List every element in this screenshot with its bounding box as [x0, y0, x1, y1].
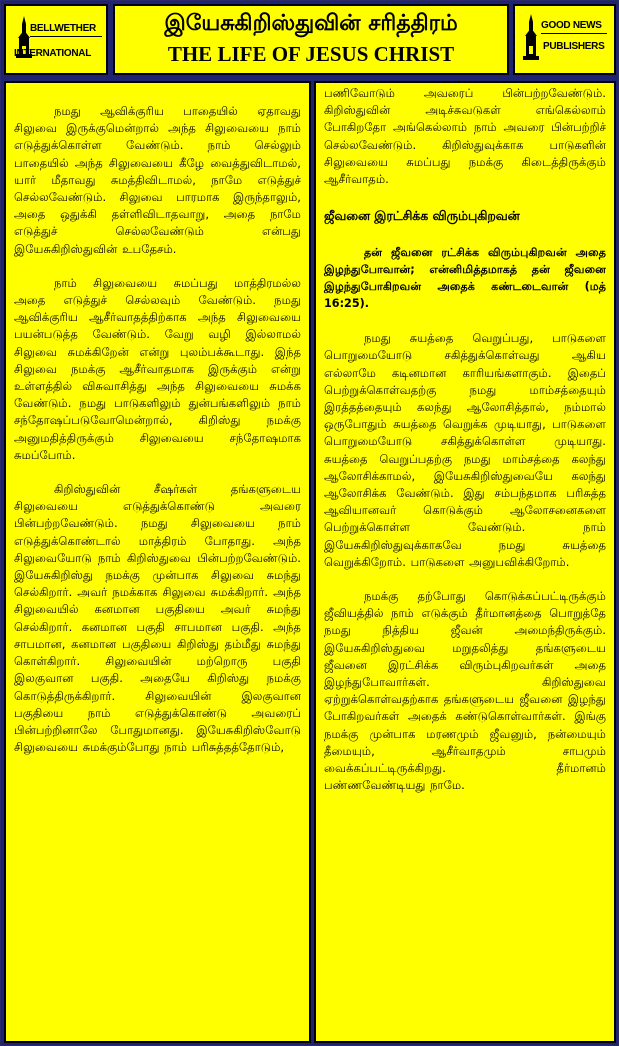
logo-right-rule [541, 33, 607, 34]
logo-left-rule [30, 36, 102, 37]
title-english: THE LIFE OF JESUS CHRIST [167, 42, 455, 66]
scripture-quote: தன் ஜீவனை ரட்சிக்க விரும்புகிறவன் அதை இழந்துபோவான்; என்னிமித்தமாகத் தன் ஜீவனை இழந்துபோகிறவன் அதைக் கண்டடைவான் (மத் 16:25). [324, 246, 606, 311]
title-tamil: இயேசுகிறிஸ்துவின் சரித்திரம் [164, 11, 458, 36]
logo-left-line1: BELLWETHER [30, 23, 96, 34]
bellwether-logo [4, 4, 108, 75]
title-banner [113, 4, 509, 75]
logo-right-line1: GOOD NEWS [541, 20, 602, 31]
left-paragraph-2: நாம் சிலுவையை சுமப்பது மாத்திரமல்ல அதை எடுத்துச் செல்லவும் வேண்டும். நமது ஆவிக்குரிய ஆசீர்வாதத்திற்காக அந்த சிலுவையை பயன்படுத்த வேண்டும். வேறு வழி இல்லாமல் சிலுவை சுமக்கிறேன் என்று புலம்பக்கூடாது. இந்த சிலுவை நமக்கு ஆசீர்வாதமாக இருக்கும் என்று உள்ளத்தில் விசுவாசித்து அந்த சிலுவையை சுமக்க வேண்டும். நமது பாடுகளிலும் துன்பங்களிலும் நாம் சந்தோஷப்படுவோமென்றால், கிறிஸ்து நமக்கு அனுமதித்திருக்கும் சிலுவையை சந்தோஷமாக சுமப்போம். [14, 275, 301, 462]
logo-right-line2: PUBLISHERS [543, 41, 605, 52]
left-paragraph-3: கிறிஸ்துவின் சீஷர்கள் தங்களுடைய சிலுவையை எடுத்துக்கொண்டு அவரை பின்பற்றவேண்டும். நமது சிலுவையை நாம் எடுத்துக்கொண்டால் மாத்திரம் போதாது. அந்த சிலுவையோடு நாம் கிறிஸ்துவை பின்பற்றவேண்டும். இயேசுகிறிஸ்து நமக்கு முன்பாக சிலுவை சுமந்து செல்கிறார். அவர் நமக்காக சிலுவை சுமக்கிறார். அந்த சிலுவையில் கனமான பகுதியை அவர் சுமந்து செல்கிறார். கனமான பகுதி சாபமான பகுதி. அந்த சாபமான, கனமான பகுதியை கிறிஸ்து தம்மீது சுமந்து கொள்கிறார். சிலுவையின் மற்றொரு பகுதி இலகுவான பகுதி. அதையே கிறிஸ்து நமக்கு கொடுத்திருக்கிறார். சிலுவையின் இலகுவான பகுதியை நாம் எடுத்துக்கொண்டு அவரைப் பின்பற்றினாலே போதுமானது. இயேசுகிறிஸ்வோடு சிலுவையை சுமக்கும்போது நாம் பரிசுத்தத்தோடும், [14, 482, 301, 755]
right-paragraph-1: நமது சுயத்தை வெறுப்பது, பாடுகளை பொறுமையோடு சகித்துக்கொள்வது ஆகிய எல்லாமே கடினமான காரியங்களாகும். இதைப் பெற்றுக்கொள்வதற்கு நமது மாம்சத்தையும் இரத்தத்தையும் கலந்து ஆலோசித்தால், நம்மால் ஒருபோதும் சுயத்தை வெறுக்க முடியாது, பாடுகளை பொறுமையோடு சகித்துக்கொள்ள முடியாது. சுயத்தை வெறுப்பதற்கு நமது மாம்சத்தை கலந்து ஆலோசிக்காமல், இயேசுகிறிஸ்துவையே கலந்து ஆலோசிக்க வேண்டும். இது சம்பந்தமாக பரிசுத்த ஆவியானவர் கொடுக்கும் ஆலோசனைகளை பெற்றுக்கொள்ள வேண்டும். நாம் இயேசுகிறிஸ்துவுக்காகவே நமது சுயத்தை வெறுக்கிறோம். பாடுகளை அனுபவிக்கிறோம். [324, 331, 606, 569]
section-heading: ஜீவனை இரட்சிக்க விரும்புகிறவன் [324, 208, 520, 224]
good-news-logo [513, 4, 616, 75]
right-column [314, 81, 616, 1043]
right-continuation: பணிவோடும் அவரைப் பின்பற்றவேண்டும். கிறிஸ்துவின் அடிச்சுவடுகள் எங்கெல்லாம் போகிறதோ அங்கெல்லாம் நாம் அவரை பின்பற்றிச் செல்லவேண்டும். கிறிஸ்துவுக்காக பாடுகளின் சிலுவையை சுமப்பது நமக்கு கிடைத்திருக்கும் ஆசீர்வாதம். [324, 86, 606, 187]
left-paragraph-1: நமது ஆவிக்குரிய பாதையில் ஏதாவது சிலுவை இருக்குமென்றால் அந்த சிலுவையை நாம் எடுத்துக்கொள்ள வேண்டும். நாம் செல்லும் பாதையில் அந்த சிலுவையை கீழே வைத்துவிடாமல், யார் மீதாவது சுமத்திவிடாமல், நாமே எடுத்துச் செல்லவேண்டும். சிலுவை பாரமாக இருந்தாலும், அதை ஒதுக்கி தள்ளிவிடாதவாறு, அதை நாமே எடுத்துச் செல்லவேண்டும் என்பது இயேசுகிறிஸ்துவின் உபதேசம். [14, 104, 301, 256]
right-paragraph-2: நமக்கு தற்போது கொடுக்கப்பட்டிருக்கும் ஜீவியத்தில் நாம் எடுக்கும் தீர்மானத்தை பொறுத்தே நமது நித்திய ஜீவன் அமைந்திருக்கும். இயேசுகிறிஸ்துவை மறுதலித்து தங்களுடைய ஜீவனை இரட்சிக்க விரும்புகிறவர்கள் அதை இழந்துபோவார்கள். கிறிஸ்துவை ஏற்றுக்கொள்வதற்காக தங்களுடைய ஜீவனை இழந்து போகிறவர்கள் அதைக் கண்டுகொள்வார்கள். இங்கு நமக்கு முன்பாக மரணமும் ஜீவனும், நன்மையும் தீமையும், ஆசீர்வாதமும் சாபமும் வைக்கப்பட்டிருக்கிறது. தீர்மானம் பண்ணவேண்டியது நாமே. [324, 589, 606, 793]
logo-left-line2: INTERNATIONAL [14, 48, 92, 59]
left-column [4, 81, 311, 1043]
church-building-icon [521, 14, 541, 66]
